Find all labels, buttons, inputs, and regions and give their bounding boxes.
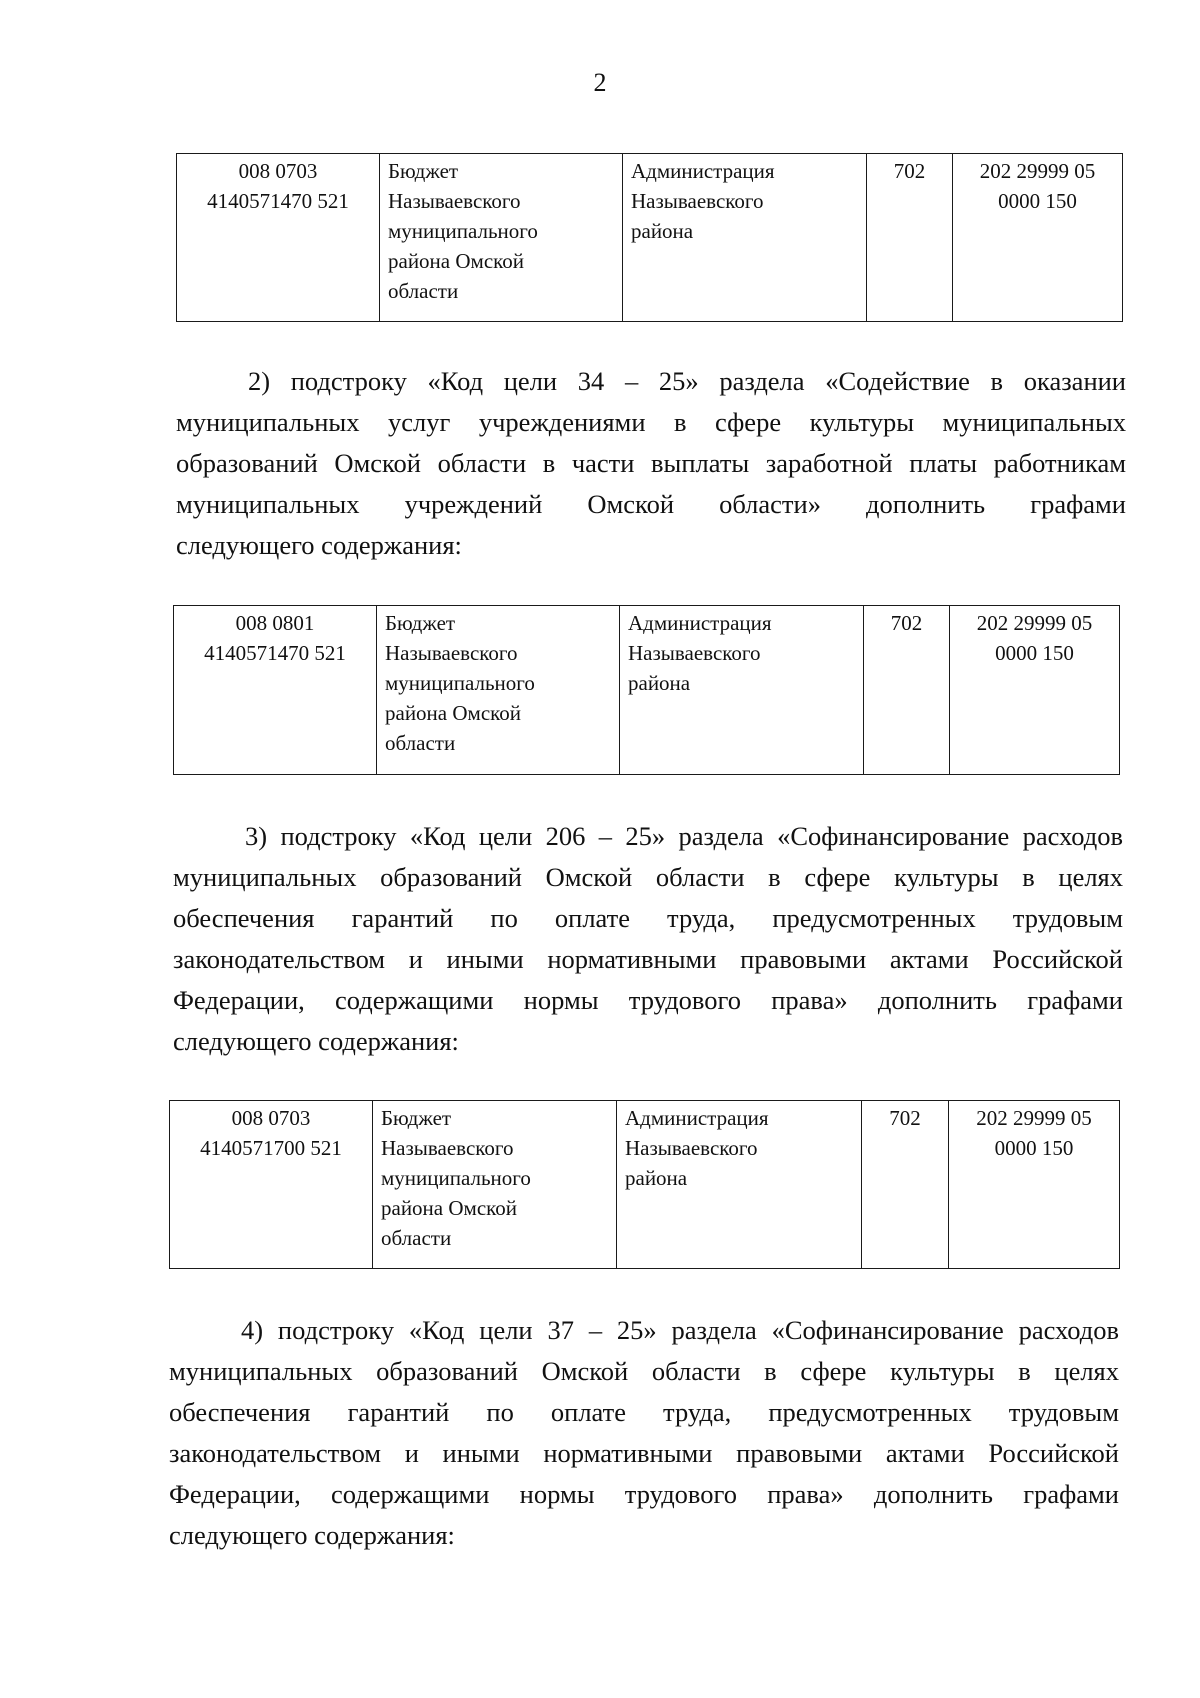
revenue-code-cell: 202 29999 05 0000 150: [949, 1101, 1120, 1269]
paragraph-4: 4) подстроку «Код цели 37 – 25» раздела «Софинансирование расходов муниципальных образований Омской области в сфере культуры в целях обеспечения гарантий по оплате труда, предусмотренных трудовым законодательством и иными нормативными правовыми актами Российской Федерации, содержащими нормы трудового права» дополнить графами следующего содержания:: [169, 1315, 1119, 1550]
paragraph-3: 3) подстроку «Код цели 206 – 25» раздела «Софинансирование расходов муниципальных образований Омской области в сфере культуры в целях обеспечения гарантий по оплате труда, предусмотренных трудовым законодательством и иными нормативными правовыми актами Российской Федерации, содержащими нормы трудового права» дополнить графами следующего содержания:: [173, 821, 1123, 1056]
table-row: [174, 606, 1120, 775]
purpose-code-cell: 008 0801 4140571470 521: [174, 606, 377, 775]
budget-name-cell: Бюджет Называевского муниципального района Омской области: [373, 1101, 617, 1269]
budget-table-1: [176, 153, 1123, 322]
budget-name-cell: Бюджет Называевского муниципального района Омской области: [377, 606, 620, 775]
budget-table-3: [169, 1100, 1120, 1269]
table-row: [170, 1101, 1120, 1269]
admin-code-cell: 702: [867, 154, 953, 322]
revenue-code-cell: 202 29999 05 0000 150: [950, 606, 1120, 775]
administrator-cell: Администрация Называевского района: [623, 154, 867, 322]
admin-code-cell: 702: [862, 1101, 949, 1269]
page-number: 2: [593, 68, 607, 97]
budget-name-cell: Бюджет Называевского муниципального района Омской области: [380, 154, 623, 322]
purpose-code-cell: 008 0703 4140571470 521: [177, 154, 380, 322]
budget-table-2: [173, 605, 1120, 775]
revenue-code-cell: 202 29999 05 0000 150: [953, 154, 1123, 322]
paragraph-2: 2) подстроку «Код цели 34 – 25» раздела «Содействие в оказании муниципальных услуг учреждениями в сфере культуры муниципальных образований Омской области в части выплаты заработной платы работникам муниципальных учреждений Омской области» дополнить графами следующего содержания:: [176, 366, 1126, 560]
admin-code-cell: 702: [864, 606, 950, 775]
table-row: [177, 154, 1123, 322]
administrator-cell: Администрация Называевского района: [620, 606, 864, 775]
administrator-cell: Администрация Называевского района: [617, 1101, 862, 1269]
purpose-code-cell: 008 0703 4140571700 521: [170, 1101, 373, 1269]
